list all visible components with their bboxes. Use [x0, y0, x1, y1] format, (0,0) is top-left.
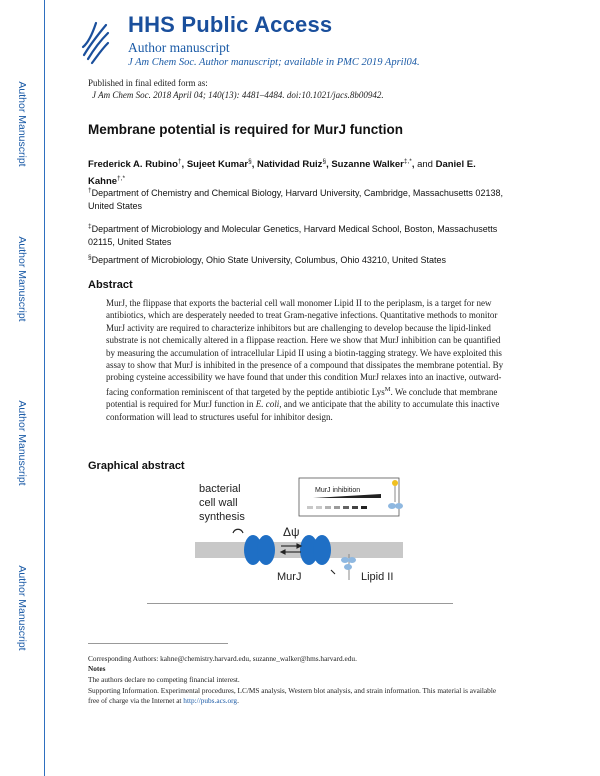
author-manuscript-sidebar: [0, 0, 44, 776]
sidebar-label: Author Manuscript: [16, 81, 28, 167]
author-name: Suzanne Walker: [331, 159, 404, 171]
journal-availability: J Am Chem Soc. Author manuscript; available in PMC 2019 April04.: [128, 57, 420, 68]
figure-label: MurJ inhibition: [315, 487, 361, 494]
lipid-head-icon: [395, 503, 403, 509]
sidebar-label: Author Manuscript: [16, 236, 28, 322]
figure-label: MurJ: [277, 571, 302, 583]
publication-citation: J Am Chem Soc. 2018 April 04; 140(13): 4481–4484. doi:10.1021/jacs.8b00942.: [92, 90, 384, 100]
sidebar-label: Author Manuscript: [16, 400, 28, 486]
publication-label: Published in final edited form as:: [88, 78, 208, 88]
hhs-public-access-title: HHS Public Access: [128, 12, 333, 37]
footnote-divider: [88, 643, 228, 644]
hhs-eagle-logo-icon: [80, 15, 110, 67]
lipid-pointer-icon: [331, 570, 335, 574]
author-name: Daniel E. Kahne: [88, 159, 476, 188]
lipid-head-icon: [388, 503, 396, 509]
author-name: Sujeet Kumar: [186, 159, 249, 171]
supporting-information: Supporting Information. Experimental procedures, LC/MS analysis, Western blot analysis, and strain information. This material is available free of charge via the Internet at http://pubs.acs.org.: [88, 686, 497, 706]
affiliation: §Department of Microbiology, Ohio State University, Columbus, Ohio 43210, United States: [88, 254, 446, 265]
abstract-text: MurJ, the flippase that exports the bacterial cell wall monomer Lipid II to the periplasm, is a target for new antibiotics, which are desperately needed to treat Gram-negative infections. Quantitative methods to monitor MurJ activity are required to characterize inhibitors but are challenging to develop because the lipid-linked substrate is not chemically altered in a flippase reaction. Here we show that MurJ inhibition can be quantified by measuring the accumulation of intracellular Lipid II using a biotin-tagging strategy. We have exploited this assay to show that MurJ is inhibited in the presence of a compound that dissipates the membrane potential. By probing cysteine accessibility we have found that under this condition MurJ relaxes into an inactive, outward-facing conformation reminiscent of that targeted by the peptide antibiotic Lys$^M$. We conclude that membrane potential is required for MurJ function in E. coli, and we anticipate that the ability to accumulate this inactive conformation will lead to structures useful for inhibitor design.: [106, 298, 504, 422]
blot-bands: [307, 506, 367, 509]
figure-label: cell wall: [199, 497, 238, 509]
lipid-head-icon: [344, 564, 352, 570]
author-list: Frederick A. Rubino†, Sujeet Kumar§, Natividad Ruiz§, Suzanne Walker‡,*, and Daniel E. Kahne†,*: [88, 158, 476, 188]
author-manuscript-subtitle: Author manuscript: [128, 40, 230, 55]
sidebar-label: Author Manuscript: [16, 565, 28, 651]
article-title: Membrane potential is required for MurJ function: [88, 122, 404, 137]
figure-divider: [147, 603, 453, 604]
supporting-info-link[interactable]: http://pubs.acs.org: [183, 696, 238, 706]
abstract-heading: Abstract: [88, 279, 133, 291]
murj-outward-icon: [300, 535, 331, 565]
flux-arrow-icon: [233, 529, 243, 533]
biotin-tag-icon: [392, 480, 398, 486]
murj-inward-icon: [244, 535, 275, 565]
figure-label: Lipid II: [361, 571, 394, 583]
corresponding-authors: Corresponding Authors: kahne@chemistry.harvard.edu, suzanne_walker@hms.harvard.edu.: [88, 654, 357, 663]
lipid-head-icon: [341, 557, 349, 563]
notes-text: The authors declare no competing financial interest.: [88, 675, 240, 684]
figure-label: Δψ: [283, 525, 300, 539]
figure-label: synthesis: [199, 511, 245, 523]
figure-label: bacterial: [199, 483, 241, 495]
graphical-abstract-heading: Graphical abstract: [88, 460, 185, 472]
author-name: Frederick A. Rubino: [88, 159, 178, 171]
sidebar-divider: [44, 0, 45, 776]
graphical-abstract-figure: [185, 476, 415, 588]
lipid-head-icon: [348, 557, 356, 563]
publication-info: [88, 77, 384, 101]
affiliation: ‡Department of Microbiology and Molecular Genetics, Harvard Medical School, Boston, Massachusetts 02115, United States: [88, 223, 498, 247]
affiliation: †Department of Chemistry and Chemical Biology, Harvard University, Cambridge, Massachusetts 02138, United States: [88, 187, 503, 211]
author-name: Natividad Ruiz: [256, 159, 323, 171]
notes-heading: Notes: [88, 664, 106, 673]
